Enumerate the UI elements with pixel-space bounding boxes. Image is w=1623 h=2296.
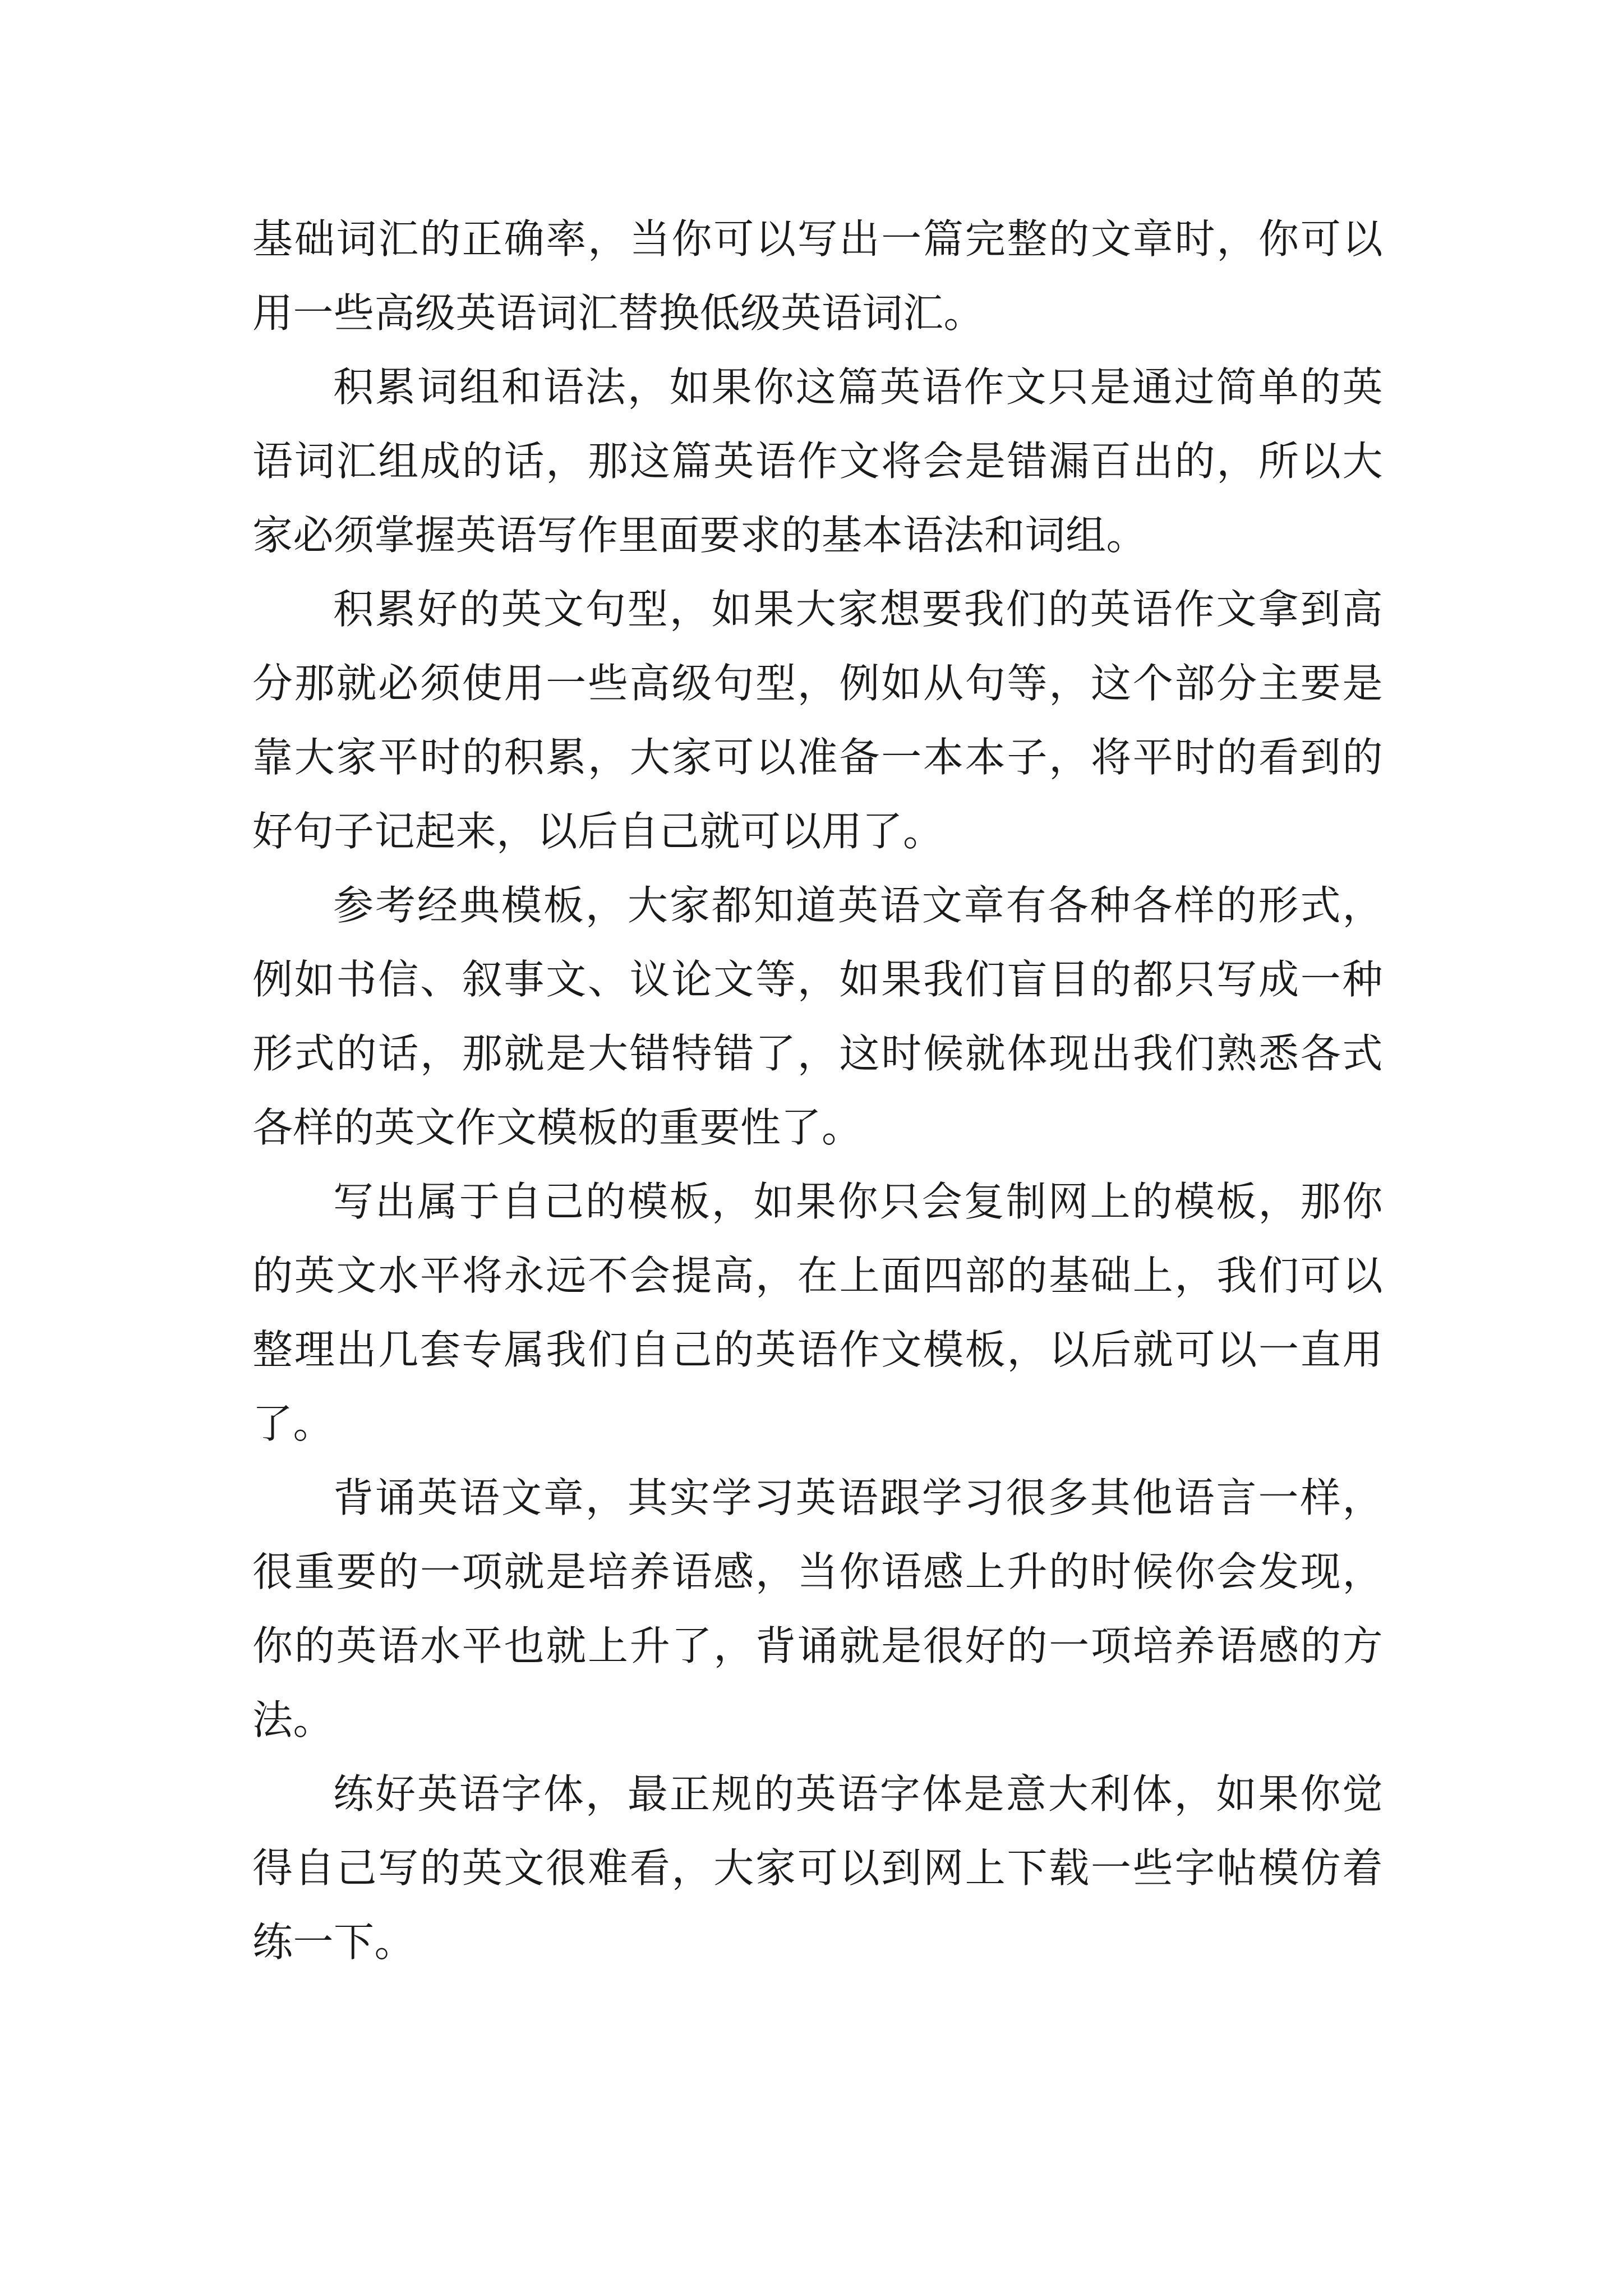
paragraph-basic-vocabulary: 基础词汇的正确率，当你可以写出一篇完整的文章时，你可以用一些高级英语词汇替换低级英语词汇。 [252, 215, 1383, 337]
body-text [252, 202, 1383, 1979]
paragraph-own-templates: 写出属于自己的模板，如果你只会复制网上的模板，那你的英文水平将永远不会提高，在上面四部的基础上，我们可以整理出几套专属我们自己的英语作文模板，以后就可以一直用了。 [252, 1178, 1383, 1447]
paragraph-handwriting: 练好英语字体，最正规的英语字体是意大利体，如果你觉得自己写的英文很难看，大家可以到网上下载一些字帖模仿着练一下。 [252, 1770, 1383, 1966]
paragraph-sentence-patterns: 积累好的英文句型，如果大家想要我们的英语作文拿到高分那就必须使用一些高级句型，例如从句等，这个部分主要是靠大家平时的积累，大家可以准备一本本子，将平时的看到的好句子记起来，以后自己就可以用了。 [252, 586, 1383, 855]
paragraph-recite-articles: 背诵英语文章，其实学习英语跟学习很多其他语言一样，很重要的一项就是培养语感，当你语感上升的时候你会发现，你的英语水平也就上升了，背诵就是很好的一项培养语感的方法。 [252, 1474, 1383, 1743]
paragraph-phrases-grammar: 积累词组和语法，如果你这篇英语作文只是通过简单的英语词汇组成的话，那这篇英语作文将会是错漏百出的，所以大家必须掌握英语写作里面要求的基本语法和词组。 [252, 364, 1383, 559]
paragraph-classic-templates: 参考经典模板，大家都知道英语文章有各种各样的形式，例如书信、叙事文、议论文等，如果我们盲目的都只写成一种形式的话，那就是大错特错了，这时候就体现出我们熟悉各式各样的英文作文模板的重要性了。 [252, 882, 1383, 1151]
